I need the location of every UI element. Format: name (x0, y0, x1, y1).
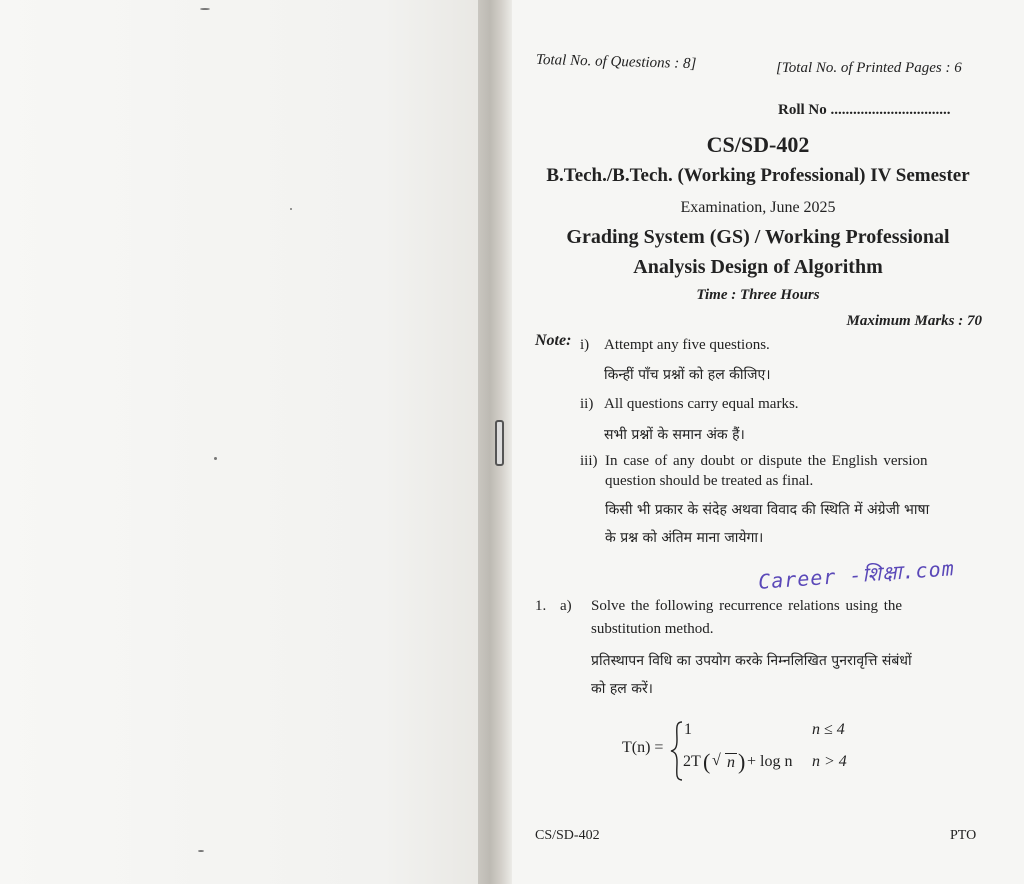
question-number: 1. (535, 598, 547, 614)
note-item-hindi: किसी भी प्रकार के संदेह अथवा विवाद की स्थिति में अंग्रेजी भाषा (605, 502, 930, 518)
case1-condition: n ≤ 4 (812, 721, 845, 738)
note-item-number: ii) (580, 396, 594, 412)
exam-session: Examination, June 2025 (680, 199, 836, 216)
question-text: Solve the following recurrence relations using the (591, 598, 903, 614)
note-item-hindi: किन्हीं पाँच प्रश्नों को हल कीजिए। (604, 367, 771, 383)
note-item-hindi: के प्रश्न को अंतिम माना जायेगा। (605, 530, 764, 546)
subject-title: Analysis Design of Algorithm (633, 256, 883, 278)
maximum-marks: Maximum Marks : 70 (846, 313, 982, 329)
left-brace (670, 720, 684, 782)
footer-code: CS/SD-402 (535, 828, 600, 843)
case2-prefix: 2T (683, 753, 701, 770)
paper-code: CS/SD-402 (706, 132, 810, 157)
total-pages: [Total No. of Printed Pages : 6 (776, 60, 962, 76)
footer-pto: PTO (950, 828, 977, 843)
note-item-english: Attempt any five questions. (604, 337, 770, 353)
roll-number: Roll No ................................ (778, 102, 951, 118)
ink-speck (290, 208, 292, 210)
question-part: a) (560, 598, 572, 614)
staple-mark (495, 420, 504, 466)
note-item-english: question should be treated as final. (605, 473, 814, 489)
note-item-english: All questions carry equal marks. (604, 396, 799, 412)
note-label: Note: (535, 332, 572, 349)
question-text-hindi: प्रतिस्थापन विधि का उपयोग करके निम्नलिखित पुनरावृत्ति संबंधों (591, 653, 912, 669)
watermark-stamp: Career -शिक्षा.com (757, 556, 956, 594)
note-item-number: iii) (580, 453, 598, 469)
note-item-english: In case of any doubt or dispute the English version (605, 453, 928, 469)
sqrt-argument: n (727, 754, 735, 771)
program-title: B.Tech./B.Tech. (Working Professional) IV Semester (546, 165, 970, 186)
case2-suffix: + log n (747, 753, 793, 770)
total-questions: Total No. of Questions : 8] (535, 51, 697, 73)
question-text-hindi: को हल करें। (591, 681, 653, 697)
case2-condition: n > 4 (812, 753, 847, 770)
note-item-number: i) (580, 337, 590, 353)
grading-system: Grading System (GS) / Working Professional (566, 226, 950, 248)
paren-close: ) (738, 749, 746, 774)
note-item-hindi: सभी प्रश्नों के समान अंक हैं। (604, 427, 745, 443)
ink-speck (198, 850, 204, 852)
case1-value: 1 (684, 721, 692, 738)
ink-speck (214, 457, 217, 460)
sqrt-sign: √ (712, 752, 721, 769)
left-blank-page (0, 0, 478, 884)
paren-open: ( (703, 749, 711, 774)
recurrence-lhs: T(n) = (622, 739, 664, 756)
exam-duration: Time : Three Hours (696, 287, 820, 303)
question-text: substitution method. (591, 621, 714, 637)
ink-speck (200, 8, 210, 10)
